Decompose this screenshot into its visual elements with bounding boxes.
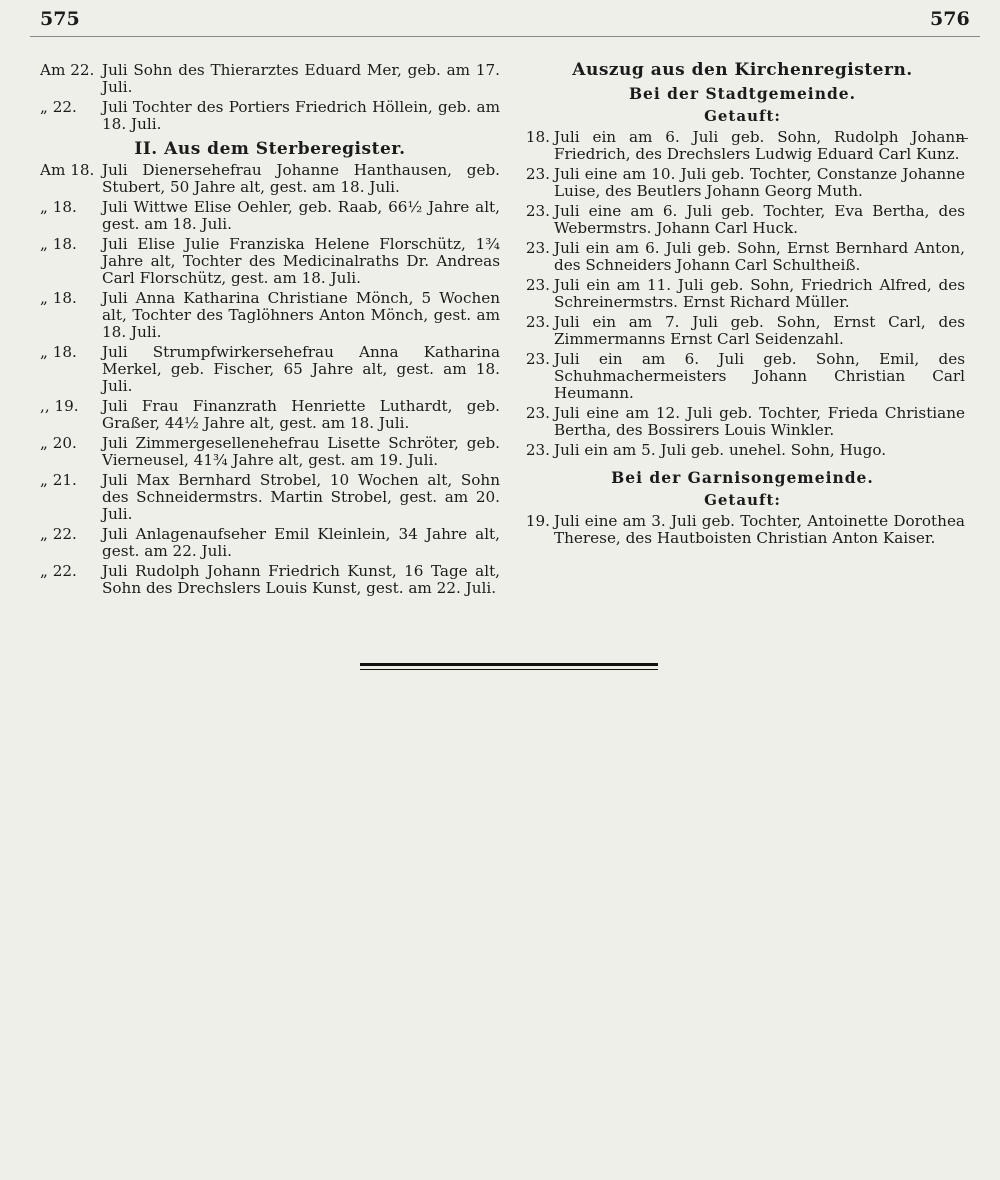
register-entry bbox=[40, 199, 500, 233]
entry-date: „ 22. bbox=[40, 562, 77, 580]
entry-text: Juli Tochter des Portiers Friedrich Höllein, geb. am 18. Juli. bbox=[102, 98, 500, 133]
register-entry bbox=[40, 472, 500, 523]
register-entry bbox=[40, 526, 500, 560]
register-entry bbox=[40, 236, 500, 287]
death-register-heading: II. Aus dem Sterberegister. bbox=[134, 139, 406, 159]
entry-text: Juli ein am 6. Juli geb. Sohn, Rudolph Johann Friedrich, des Drechslers Ludwig Eduard Carl Kunz. bbox=[554, 128, 965, 163]
register-entry bbox=[520, 513, 965, 547]
register-entry bbox=[40, 344, 500, 395]
register-entry bbox=[40, 435, 500, 469]
section-divider bbox=[360, 663, 658, 670]
entry-text: Juli eine am 3. Juli geb. Tochter, Antoinette Dorothea Therese, des Hautboisten Christian Anton Kaiser. bbox=[554, 512, 965, 547]
entry-date: Am 22. bbox=[40, 61, 95, 79]
getauft-heading-stadt: Getauft: bbox=[704, 107, 781, 125]
church-register-title: Auszug aus den Kirchenregistern. bbox=[572, 60, 913, 80]
register-entry bbox=[520, 405, 965, 439]
entry-date: „ 22. bbox=[40, 525, 77, 543]
birth-register-continued bbox=[40, 62, 500, 133]
entry-text: Juli ein am 11. Juli geb. Sohn, Friedrich Alfred, des Schreinermstrs. Ernst Richard Müller. bbox=[554, 276, 965, 311]
page-number-right: 576 bbox=[930, 8, 970, 30]
register-entry bbox=[40, 62, 500, 96]
entry-text: Juli Elise Julie Franziska Helene Florschütz, 1¾ Jahre alt, Tochter des Medicinalraths Dr. Andreas Carl Florschütz, gest. am 18. Juli. bbox=[102, 235, 500, 287]
register-entry bbox=[520, 442, 965, 459]
entry-text: Juli Frau Finanzrath Henriette Luthardt, geb. Graßer, 44½ Jahre alt, gest. am 18. Juli. bbox=[102, 397, 500, 432]
entry-text: Juli Anlagenaufseher Emil Kleinlein, 34 Jahre alt, gest. am 22. Juli. bbox=[102, 525, 500, 560]
entry-date: „ 18. bbox=[40, 343, 77, 361]
entry-date: „ 18. bbox=[40, 235, 77, 253]
register-entry bbox=[40, 398, 500, 432]
entry-text: Juli Zimmergesellenehefrau Lisette Schröter, geb. Vierneusel, 41¾ Jahre alt, gest. am 19. Juli. bbox=[102, 434, 500, 469]
entry-date: „ 18. bbox=[40, 198, 77, 216]
entry-date: 23. bbox=[525, 313, 550, 331]
entry-date: 18. bbox=[525, 128, 550, 146]
entry-date: „ 22. bbox=[40, 98, 77, 116]
entry-text: Juli eine am 6. Juli geb. Tochter, Eva Bertha, des Webermstrs. Johann Carl Huck. bbox=[554, 202, 965, 237]
entry-text: Juli Dienersehefrau Johanne Hanthausen, geb. Stubert, 50 Jahre alt, gest. am 18. Juli. bbox=[102, 161, 500, 196]
entry-date: 23. bbox=[525, 441, 550, 459]
right-column bbox=[520, 62, 965, 550]
register-entry bbox=[40, 563, 500, 597]
entry-date: „ 20. bbox=[40, 434, 77, 452]
entry-date: 23. bbox=[525, 350, 550, 368]
entry-date: 23. bbox=[525, 239, 550, 257]
entry-text: Juli eine am 12. Juli geb. Tochter, Frieda Christiane Bertha, des Bossirers Louis Winkler. bbox=[554, 404, 965, 439]
entry-text: Juli Sohn des Thierarztes Eduard Mer, geb. am 17. Juli. bbox=[102, 61, 500, 96]
register-entry bbox=[40, 290, 500, 341]
stadtgemeinde-baptism-list bbox=[520, 129, 965, 459]
death-register-list bbox=[40, 162, 500, 597]
page-number-left: 575 bbox=[40, 8, 80, 30]
register-entry bbox=[40, 99, 500, 133]
register-entry bbox=[520, 203, 965, 237]
entry-text: Juli ein am 6. Juli geb. Sohn, Ernst Bernhard Anton, des Schneiders Johann Carl Schultheiß. bbox=[554, 239, 965, 274]
entry-date: 23. bbox=[525, 404, 550, 422]
entry-date: 23. bbox=[525, 202, 550, 220]
entry-text: Juli ein am 7. Juli geb. Sohn, Ernst Carl, des Zimmermanns Ernst Carl Seidenzahl. bbox=[554, 313, 965, 348]
entry-text: Juli eine am 10. Juli geb. Tochter, Constanze Johanne Luise, des Beutlers Johann Georg Muth. bbox=[554, 165, 965, 200]
register-entry bbox=[520, 240, 965, 274]
entry-text: Juli ein am 6. Juli geb. Sohn, Emil, des Schuhmachermeisters Johann Christian Carl Heumann. bbox=[554, 350, 965, 402]
stadtgemeinde-heading: Bei der Stadtgemeinde. bbox=[628, 84, 857, 103]
register-entry bbox=[520, 351, 965, 402]
entry-date: „ 18. bbox=[40, 289, 77, 307]
entry-text: Juli Rudolph Johann Friedrich Kunst, 16 Tage alt, Sohn des Drechslers Louis Kunst, gest. am 22. Juli. bbox=[102, 562, 500, 597]
entry-text: Juli Strumpfwirkersehefrau Anna Katharina Merkel, geb. Fischer, 65 Jahre alt, gest. am 18. Juli. bbox=[102, 343, 500, 395]
entry-text: Juli Max Bernhard Strobel, 10 Wochen alt, Sohn des Schneidermstrs. Martin Strobel, gest. am 20. Juli. bbox=[102, 471, 500, 523]
register-entry bbox=[520, 129, 965, 163]
register-entry bbox=[520, 277, 965, 311]
header-rule bbox=[30, 36, 980, 37]
entry-date: 23. bbox=[525, 276, 550, 294]
entry-date: 19. bbox=[525, 512, 550, 530]
entry-date: Am 18. bbox=[40, 161, 95, 179]
entry-date: ,, 19. bbox=[40, 397, 79, 415]
register-entry bbox=[520, 166, 965, 200]
entry-date: 23. bbox=[525, 165, 550, 183]
entry-date: „ 21. bbox=[40, 471, 77, 489]
garnisongemeinde-baptism-list bbox=[520, 513, 965, 547]
left-column bbox=[40, 62, 500, 600]
entry-text: Juli Wittwe Elise Oehler, geb. Raab, 66½ Jahre alt, gest. am 18. Juli. bbox=[102, 198, 500, 233]
print-mark bbox=[958, 138, 968, 139]
getauft-heading-garnison: Getauft: bbox=[704, 491, 781, 509]
register-entry bbox=[520, 314, 965, 348]
entry-text: Juli Anna Katharina Christiane Mönch, 5 Wochen alt, Tochter des Taglöhners Anton Mönch, gest. am 18. Juli. bbox=[102, 289, 500, 341]
garnisongemeinde-heading: Bei der Garnisongemeinde. bbox=[611, 468, 874, 487]
entry-text: Juli ein am 5. Juli geb. unehel. Sohn, Hugo. bbox=[554, 441, 887, 459]
register-entry bbox=[40, 162, 500, 196]
